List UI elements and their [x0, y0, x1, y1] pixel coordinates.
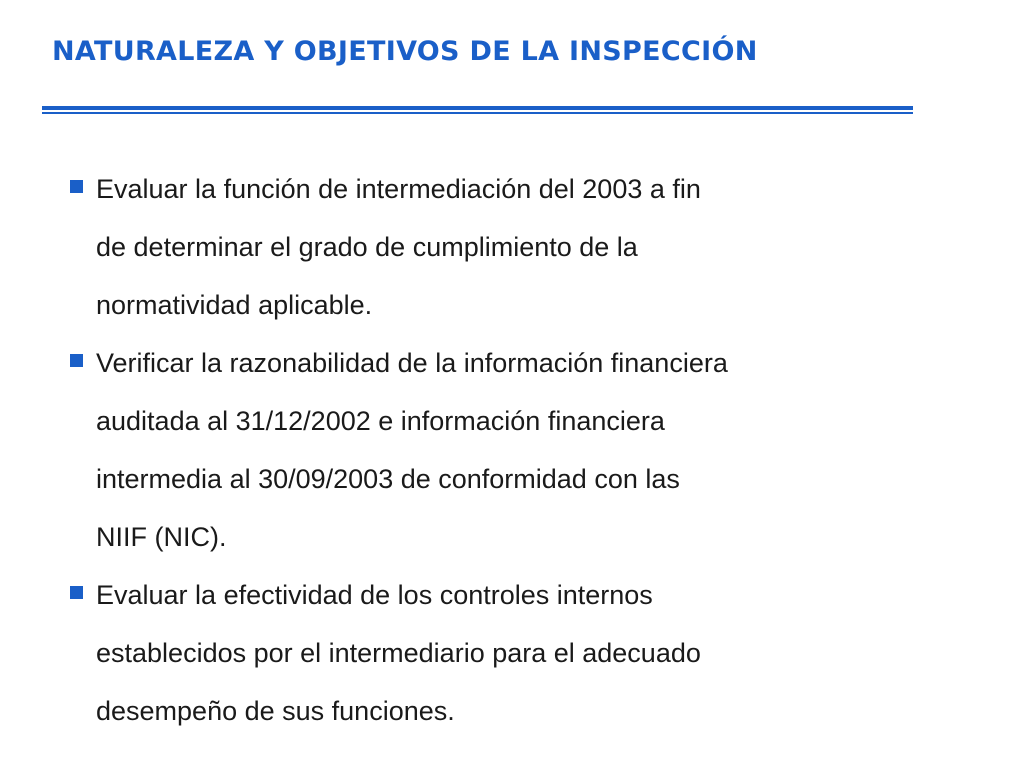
bullet-line: Evaluar la función de intermediación del 2003 a fin [96, 174, 701, 204]
bullet-item-3 [70, 566, 950, 740]
square-bullet-icon [70, 354, 83, 367]
title-divider [42, 106, 913, 114]
bullet-line: Evaluar la efectividad de los controles internos [96, 580, 653, 610]
bullet-line: desempeño de sus funciones. [96, 696, 455, 726]
bullet-line: establecidos por el intermediario para el adecuado [96, 638, 701, 668]
bullet-list [70, 160, 950, 740]
bullet-line: de determinar el grado de cumplimiento de la [96, 232, 638, 262]
bullet-item-1 [70, 160, 950, 334]
bullet-line: auditada al 31/12/2002 e información financiera [96, 406, 665, 436]
title-divider-thin-line [42, 112, 913, 114]
square-bullet-icon [70, 180, 83, 193]
bullet-line: intermedia al 30/09/2003 de conformidad con las [96, 464, 680, 494]
square-bullet-icon [70, 586, 83, 599]
slide-title: NATURALEZA Y OBJETIVOS DE LA INSPECCIÓN [52, 36, 758, 67]
bullet-line: Verificar la razonabilidad de la información financiera [96, 348, 728, 378]
bullet-item-2 [70, 334, 950, 566]
bullet-line: normatividad aplicable. [96, 290, 373, 320]
bullet-line: NIIF (NIC). [96, 522, 227, 552]
title-divider-thick-line [42, 106, 913, 110]
